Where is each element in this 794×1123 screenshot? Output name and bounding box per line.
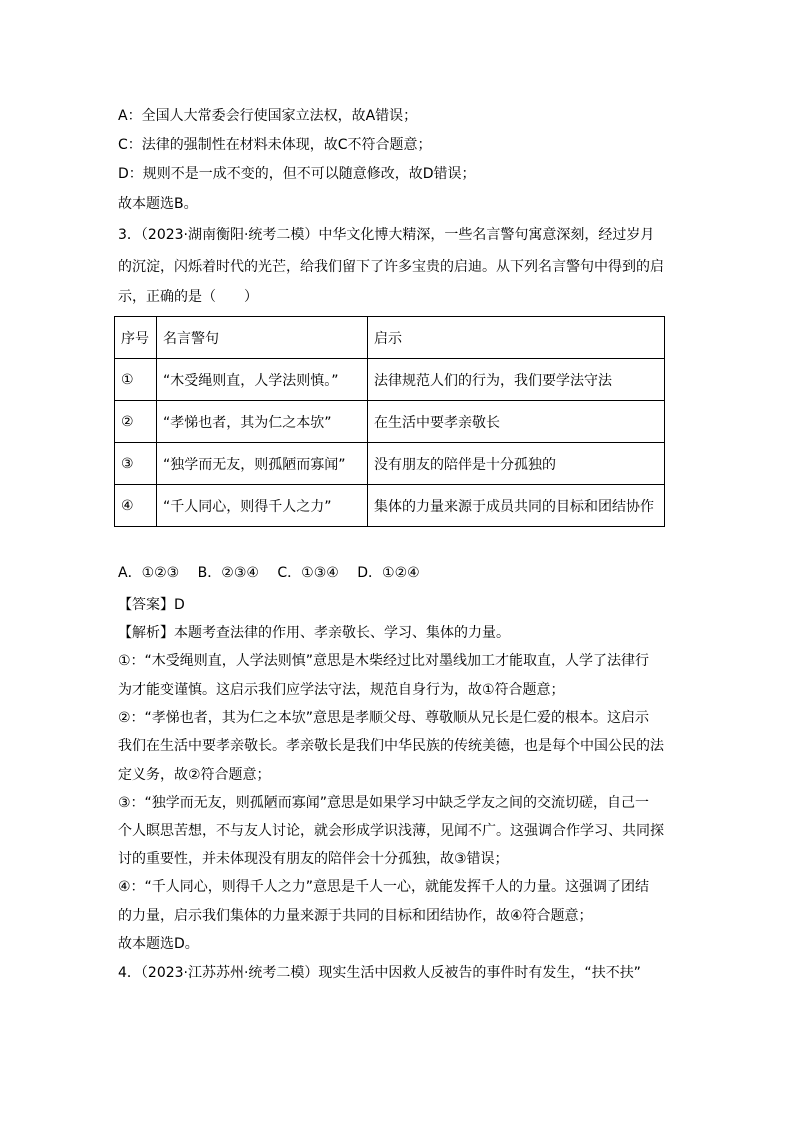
table-header-row — [115, 317, 665, 359]
analysis-line: D：规则不是一成不变的，但不可以随意修改，故D错误； — [118, 166, 476, 182]
analysis-line: ④：“千人同心，则得千人之力”意思是千人一心，就能发挥千人的力量。这强调了团结 — [118, 879, 650, 895]
table-cell: 没有朋友的陪伴是十分孤独的 — [368, 443, 665, 485]
table-cell: ④ — [115, 485, 157, 527]
analysis-line: ②：“孝悌也者，其为仁之本欤”意思是孝顺父母、尊敬顺从兄长是仁爱的根本。这启示 — [118, 710, 650, 726]
table-cell: ① — [115, 359, 157, 401]
table-row — [115, 359, 665, 401]
table-cell: ③ — [115, 443, 157, 485]
analysis-line: 我们在生活中要孝亲敬长。孝亲敬长是我们中华民族的传统美德，也是每个中国公民的法 — [118, 738, 664, 754]
analysis-line: ③：“独学而无友，则孤陋而寡闻”意思是如果学习中缺乏学友之间的交流切磋，自己一 — [118, 795, 650, 811]
header-cell: 序号 — [115, 317, 157, 359]
table-cell: “木受绳则直，人学法则慎。” — [157, 359, 368, 401]
table-cell: ② — [115, 401, 157, 443]
table-row — [115, 401, 665, 443]
table-row — [115, 443, 665, 485]
table-cell: “独学而无友，则孤陋而寡闻” — [157, 443, 368, 485]
analysis-line: 定义务，故②符合题意； — [118, 767, 271, 783]
table-cell: “千人同心，则得千人之力” — [157, 485, 368, 527]
header-cell: 名言警句 — [157, 317, 368, 359]
analysis-line: 的力量，启示我们集体的力量来源于共同的目标和团结协作，故④符合题意； — [118, 908, 593, 924]
analysis-line: 讨的重要性，并未体现没有朋友的陪伴会十分孤独，故③错误； — [118, 851, 509, 867]
table-cell: 集体的力量来源于成员共同的目标和团结协作 — [368, 485, 665, 527]
answer-label: 【答案】D — [118, 597, 185, 613]
question-stem: 的沉淀，闪烁着时代的光芒，给我们留下了许多宝贵的启迪。从下列名言警句中得到的启 — [118, 259, 664, 275]
analysis-line: A：全国人大常委会行使国家立法权，故A错误； — [118, 108, 418, 124]
quotes-table — [114, 316, 665, 527]
answer-options: A．①②③ B．②③④ C．①③④ D．①②④ — [118, 565, 420, 581]
table-cell: “孝悌也者，其为仁之本欤” — [157, 401, 368, 443]
conclusion-line: 故本题选D。 — [118, 936, 199, 952]
conclusion-line: 故本题选B。 — [118, 196, 198, 212]
analysis-line: 【解析】本题考查法律的作用、孝亲敬长、学习、集体的力量。 — [118, 625, 510, 641]
table-cell: 法律规范人们的行为，我们要学法守法 — [368, 359, 665, 401]
analysis-line: ①：“木受绳则直，人学法则慎”意思是木柴经过比对墨线加工才能取直，人学了法律行 — [118, 653, 650, 669]
analysis-line: C：法律的强制性在材料未体现，故C不符合题意； — [118, 137, 432, 153]
question-stem: 示，正确的是（ ） — [118, 289, 258, 305]
table-cell: 在生活中要孝亲敬长 — [368, 401, 665, 443]
table-row — [115, 485, 665, 527]
header-cell: 启示 — [368, 317, 665, 359]
question-stem: 4．（2023·江苏苏州·统考二模）现实生活中因救人反被告的事件时有发生，“扶不扶” — [118, 965, 641, 981]
analysis-line: 为才能变谨慎。这启示我们应学法守法，规范自身行为，故①符合题意； — [118, 682, 565, 698]
question-stem: 3．（2023·湖南衡阳·统考二模）中华文化博大精深，一些名言警句寓意深刻，经过岁月 — [118, 227, 655, 243]
analysis-line: 个人瞑思苦想，不与友人讨论，就会形成学识浅薄，见闻不广。这强调合作学习、共同探 — [118, 823, 664, 839]
